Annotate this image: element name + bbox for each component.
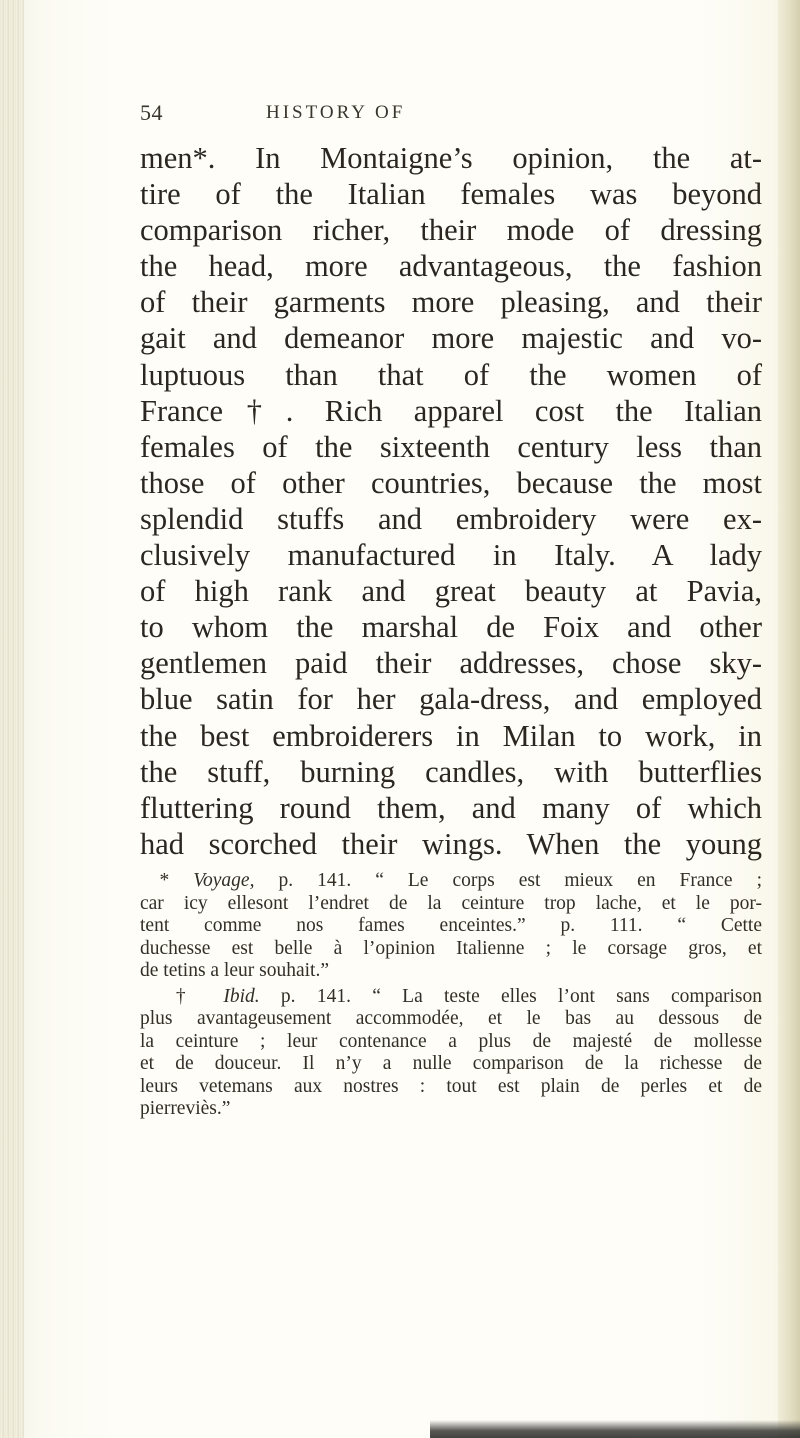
footnote-text: p. 141. “ Le corps est mieux en France ; — [254, 870, 762, 891]
text-line: had scorched their wings. When the young — [140, 826, 762, 861]
footnote-line: car icy ellesont l’endret de la ceinture trop lache, et le por- — [140, 892, 762, 914]
text-line: the head, more advantageous, the fashion — [140, 249, 762, 284]
footnote-line — [140, 986, 762, 1009]
footnote-mark: † — [159, 985, 203, 1007]
text-line: men*. In Montaigne’s opinion, the at- — [140, 141, 762, 175]
footnote-line: et de douceur. Il n’y a nulle comparison de la richesse de — [140, 1053, 762, 1074]
footnotes — [140, 870, 762, 1121]
footnote-line: duchesse est belle à l’opinion Italienne ; le corsage gros, et — [140, 937, 762, 959]
footnote-line: pierreviès.” — [140, 1098, 231, 1119]
text-line: luptuous than that of the women of — [140, 357, 762, 392]
footnote-source: Ibid. — [223, 985, 260, 1007]
text-line: clusively manufactured in Italy. A lady — [140, 538, 762, 573]
text-line: splendid stuffs and embroidery were ex- — [140, 501, 762, 536]
text-line: to whom the marshal de Foix and other — [140, 610, 762, 645]
text-line: females of the sixteenth century less than — [140, 429, 762, 464]
footnote-line: de tetins a leur souhait.” — [140, 960, 329, 981]
page-gutter-edge — [0, 0, 24, 1438]
page-bottom-shadow — [430, 1420, 800, 1438]
footnote-line: tent comme nos fames enceintes.” p. 111. “ Cette — [140, 915, 762, 936]
footnote-text: p. 141. “ La teste elles l’ont sans comparison — [259, 985, 762, 1007]
footnote-line: leurs vetemans aux nostres : tout est plain de perles et de — [140, 1075, 762, 1097]
text-line: fluttering round them, and many of which — [140, 790, 762, 825]
footnote-line — [140, 870, 762, 893]
text-line: the stuff, burning candles, with butterflies — [140, 754, 762, 789]
page-fore-edge — [778, 0, 800, 1438]
text-line: France†. Rich apparel cost the Italian — [140, 393, 762, 428]
footnote-ibid — [140, 986, 762, 1121]
text-line: comparison richer, their mode of dressing — [140, 213, 762, 248]
main-text — [140, 140, 762, 862]
footnote-line: plus avantageusement accommodée, et le bas au dessous de — [140, 1008, 762, 1029]
text-line: of their garments more pleasing, and their — [140, 285, 762, 320]
footnote-line: la ceinture ; leur contenance a plus de majesté de mollesse — [140, 1030, 762, 1052]
text-line: gait and demeanor more majestic and vo- — [140, 321, 762, 356]
text-line: the best embroiderers in Milan to work, in — [140, 718, 762, 753]
footnote-voyage — [140, 870, 762, 983]
footnote-source: Voyage, — [193, 870, 255, 891]
text-line: of high rank and great beauty at Pavia, — [140, 574, 762, 609]
page-header — [140, 100, 660, 130]
text-line: blue satin for her gala-dress, and employed — [140, 682, 762, 717]
running-head: HISTORY OF — [266, 102, 406, 123]
text-line: gentlemen paid their addresses, chose sky- — [140, 646, 762, 681]
footnote-mark: * — [159, 870, 170, 891]
text-line: tire of the Italian females was beyond — [140, 177, 762, 212]
text-line: those of other countries, because the most — [140, 465, 762, 500]
page-number: 54 — [140, 100, 163, 125]
